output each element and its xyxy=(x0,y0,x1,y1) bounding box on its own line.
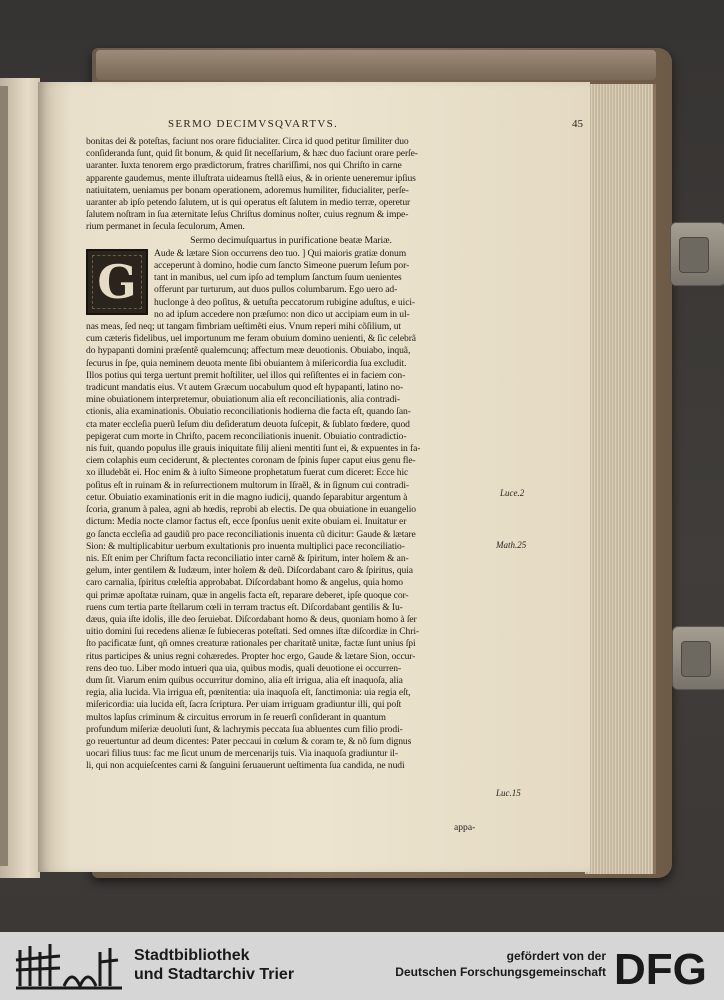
text-line: Sion: & multiplicabitur uerbum exultationis pro inuenta multiplici pace reconciliatio- xyxy=(86,540,405,552)
text-line: nas meas, ſed neq; ut tangam fimbriam ueſtimẽti eius. Vnum reperi mihi cõſilium, ut xyxy=(86,321,401,333)
marginal-note-3: Luc.15 xyxy=(496,788,521,798)
text-line: nis fuit, quando populus ille grauis iniquitate filij alieni mentiti ſunt ei, & expuentes in fa- xyxy=(86,443,421,455)
text-line: profundum miſeriæ deuoluti ſunt, & lachrymis peccata ſua abluentes cum filio prodi- xyxy=(86,723,403,735)
text-line: ſecurus in ſpe, quia neminem deuota mente ſibi obuiantem à miſericordia ſua excludit. xyxy=(86,357,407,369)
text-line: gelum, inter gentilem & Iudæum, inter hoĩem & deũ. Diſcordabant caro & ſpiritus, quia xyxy=(86,565,413,577)
text-line: tant in manibus, uel cum ipſo ad templum ſanctum ſuum uenientes xyxy=(154,272,402,284)
text-line: dæus, quia iſte idolis, ille deo ſeruiebat. Diſcordabant homo & deus, quoniam homo à ſer xyxy=(86,613,417,625)
text-line: dictum: Media nocte clamor factus eſt, ecce ſponſus uenit exite obuiam ei. Inuitatur er xyxy=(86,516,407,528)
text-line: ritus participes & unius regni cohæredes. Propter hoc ergo, Gaude & lætare Sion, occur- xyxy=(86,650,416,662)
text-line: pepigerat cum morte in Chriſto, pacem reconciliationis inuenit. Obuiatio contradictio- xyxy=(86,430,407,442)
text-line: regia, alia lucida. Via irrigua eſt, pœnitentia: uia inaquoſa eſt, ſanctimonia: uia regia eſt, xyxy=(86,687,411,699)
text-line: conſideranda ſunt, quid ſit bonum, & quid ſit neceſſarium, & hæc duo faciunt orare perſe- xyxy=(86,148,418,160)
text-line: acceperunt à domino, hodie cum ſancto Simeone puerum Ieſum por- xyxy=(154,260,410,272)
text-line: offerunt par turturum, aut duos pullos columbarum. Ego uero ad- xyxy=(154,284,398,296)
text-line: natiuitatem, ueniamus per bonam operationem, adoremus humiliter, fiducialiter, perſe- xyxy=(86,184,409,196)
text-line: caro carnalia, ſpiritus cœleſtia approbabat. Diſcordabant homo & angelus, quia homo xyxy=(86,577,403,589)
text-line: mine obuiationem interpretemur, obuiationum alia eſt reconciliationis, alia contradi- xyxy=(86,394,401,406)
text-line: uocari filius tuus: fac me ſicut unum de mercenarijs tuis. Via inaquoſa gradiuntur il- xyxy=(86,748,398,760)
dfg-logo-icon xyxy=(612,942,716,990)
library-name: Stadtbibliothek und Stadtarchiv Trier xyxy=(134,947,295,983)
metal-clasp-top xyxy=(670,222,724,286)
funding-note: gefördert von der Deutschen Forschungsgemeinschaft xyxy=(395,949,606,979)
text-line: qui primæ apoſtatæ ruinam, quæ in angelis facta eſt, reparare deberet, ipſe quoque cor- xyxy=(86,589,409,601)
decorated-initial: G xyxy=(86,249,148,315)
text-line: ſalutem noſtram in ſua æternitate Ieſus Chriſtus dominus noſter, cuius regnum & impe- xyxy=(86,209,409,221)
catchword: appa- xyxy=(454,822,476,833)
svg-text:DFG: DFG xyxy=(614,945,707,990)
text-line: nis. Eſt enim per Chriſtum facta reconciliatio inter carnẽ & ſpiritum, inter hoĩem & an- xyxy=(86,552,409,564)
text-line: ciem colaphis eum ceciderunt, & plectentes coronam de ſpinis ſuper caput eius genu fle- xyxy=(86,455,416,467)
text-line: no ad ipſum accedere non præſumo: non dico ut accipiam eum in ul- xyxy=(154,308,410,320)
metal-clasp-bottom xyxy=(672,626,724,690)
text-line: go reuertuntur ad deum dicentes: Pater peccaui in cœlum & coram te, & nõ ſum dignus xyxy=(86,735,412,747)
text-line: rens deo tuo. Liber modo intueri qua uia, quibus modis, quali deuotione ei occurren- xyxy=(86,662,402,674)
text-line: dum ſit. Viarum enim quibus occurritur domino, alia eſt irrigua, alia eſt inaquoſa, alia xyxy=(86,674,403,686)
sermon-title: Sermo decimuſquartus in purificatione beatæ Mariæ. xyxy=(190,234,392,246)
text-line: tradicunt mandatis eius. Vt autem Græcum uocabulum quod eſt hypapanti, latino no- xyxy=(86,382,404,394)
marginal-note-2: Math.25 xyxy=(496,540,527,550)
text-line: uitio domini ſui recedens alienæ ſe ſubieceras poteſtati. Sed omnes iſtæ diſcordiæ in Chri- xyxy=(86,626,420,638)
text-line: multos lapſus criminum & circuitus errorum in ſe reuerſi conſiderant in quantum xyxy=(86,711,386,723)
text-line: ſto pacificatæ ſunt, qñ omnes creaturæ rationales per charitatẽ unitæ, factæ ſunt unius ſpi xyxy=(86,638,416,650)
text-line: cum cæteris fidelibus, uel importunum me feram obuium domino uenienti, & ſic celebrã xyxy=(86,333,416,345)
text-line: apparente gaudemus, mente illuſtrata uideamus ſtellã eius, & in oriente ueneremur ipſius xyxy=(86,172,416,184)
text-line: go ſancta eccleſia ad gaudiũ pro pace reconciliationis inuenta cũ dicitur: Gaude & lætare xyxy=(86,528,416,540)
text-line: Illos potius qui terga uertunt premit hoſtiliter, uel illos qui reſiſtentes ei in faciem con- xyxy=(86,369,406,381)
initial-paragraph xyxy=(86,248,496,321)
text-line: cetur. Obuiatio examinationis erit in die magno iudicij, quando ſeparabitur argentum à xyxy=(86,491,408,503)
text-line: Aude & lætare Sion occurrens deo tuo. ] Qui maioris gratiæ donum xyxy=(154,247,407,259)
text-line: rium permanet in ſecula ſeculorum, Amen. xyxy=(86,221,245,233)
text-line: do hypapanti domini præſentẽ qualemcunq; affectum meæ deuotionis. Obuiabo, inquã, xyxy=(86,345,411,357)
text-line: cta mater eccleſia puerũ Ieſum diu deſideratum deuota ſuſcepit, & ſublato fœdere, quod xyxy=(86,418,410,430)
text-line: poſitus eſt in ruinam & in reſurrectionem multorum in Iſraẽl, & in ſignum cui contradi- xyxy=(86,479,410,491)
previous-sermon-ending xyxy=(86,136,496,234)
page-text xyxy=(86,136,496,773)
library-logo-icon xyxy=(14,938,126,994)
footer-bar xyxy=(0,932,724,1000)
text-line: miſericordia: uia lucida eſt, ſacra ſcriptura. Per uiam irriguam gradiuntur illi, qui poſt xyxy=(86,699,402,711)
page-block-edges xyxy=(585,84,656,874)
text-line: bonitas dei & poteſtas, faciunt nos orare fiducialiter. Circa id quod petitur ſimiliter duo xyxy=(86,136,409,147)
left-board xyxy=(0,86,8,866)
text-line: ctionis, alia examinationis. Obuiatio reconciliationis hodierna die facta eſt, quando ſan- xyxy=(86,406,411,418)
sermon-body xyxy=(86,321,496,773)
text-line: xo illudebãt ei. Hoc enim & à iuſto Simeone prophetatum fuerat cum diceret: Ecce hic xyxy=(86,467,409,479)
text-line: ruens cum tertia parte ſtellarum cœli in terram tractus eſt. Diſcordabant gentilis & Iu- xyxy=(86,601,403,613)
text-line: li, qui non acquieſcentes carni & ſanguini ſeruauerunt ueſtimenta ſua candida, ne nudi xyxy=(86,760,405,772)
folio-number: 45 xyxy=(572,118,583,130)
cover-top-edge xyxy=(96,50,656,80)
running-head: SERMO DECIMVSQVARTVS. xyxy=(168,118,339,130)
text-line: ſcoria, granum à palea, agni ab hœdis, reprobi ab electis. De qua obuiatione in euangelio xyxy=(86,504,416,516)
text-line: uaranter ab ipſo petendo ſalutem, ut is qui operatus eſt ſalutem in medio terræ, operetur xyxy=(86,197,411,209)
text-line: huclonge à deo poſitus, & uetuſta peccatorum rubigine aduſtus, e uici- xyxy=(154,296,416,308)
marginal-note-1: Luce.2 xyxy=(500,488,525,498)
text-line: uaranter. Iuxta tenorem ergo prædictorum, fratres chariſſimi, nos qui Chriſto in carne xyxy=(86,160,402,172)
